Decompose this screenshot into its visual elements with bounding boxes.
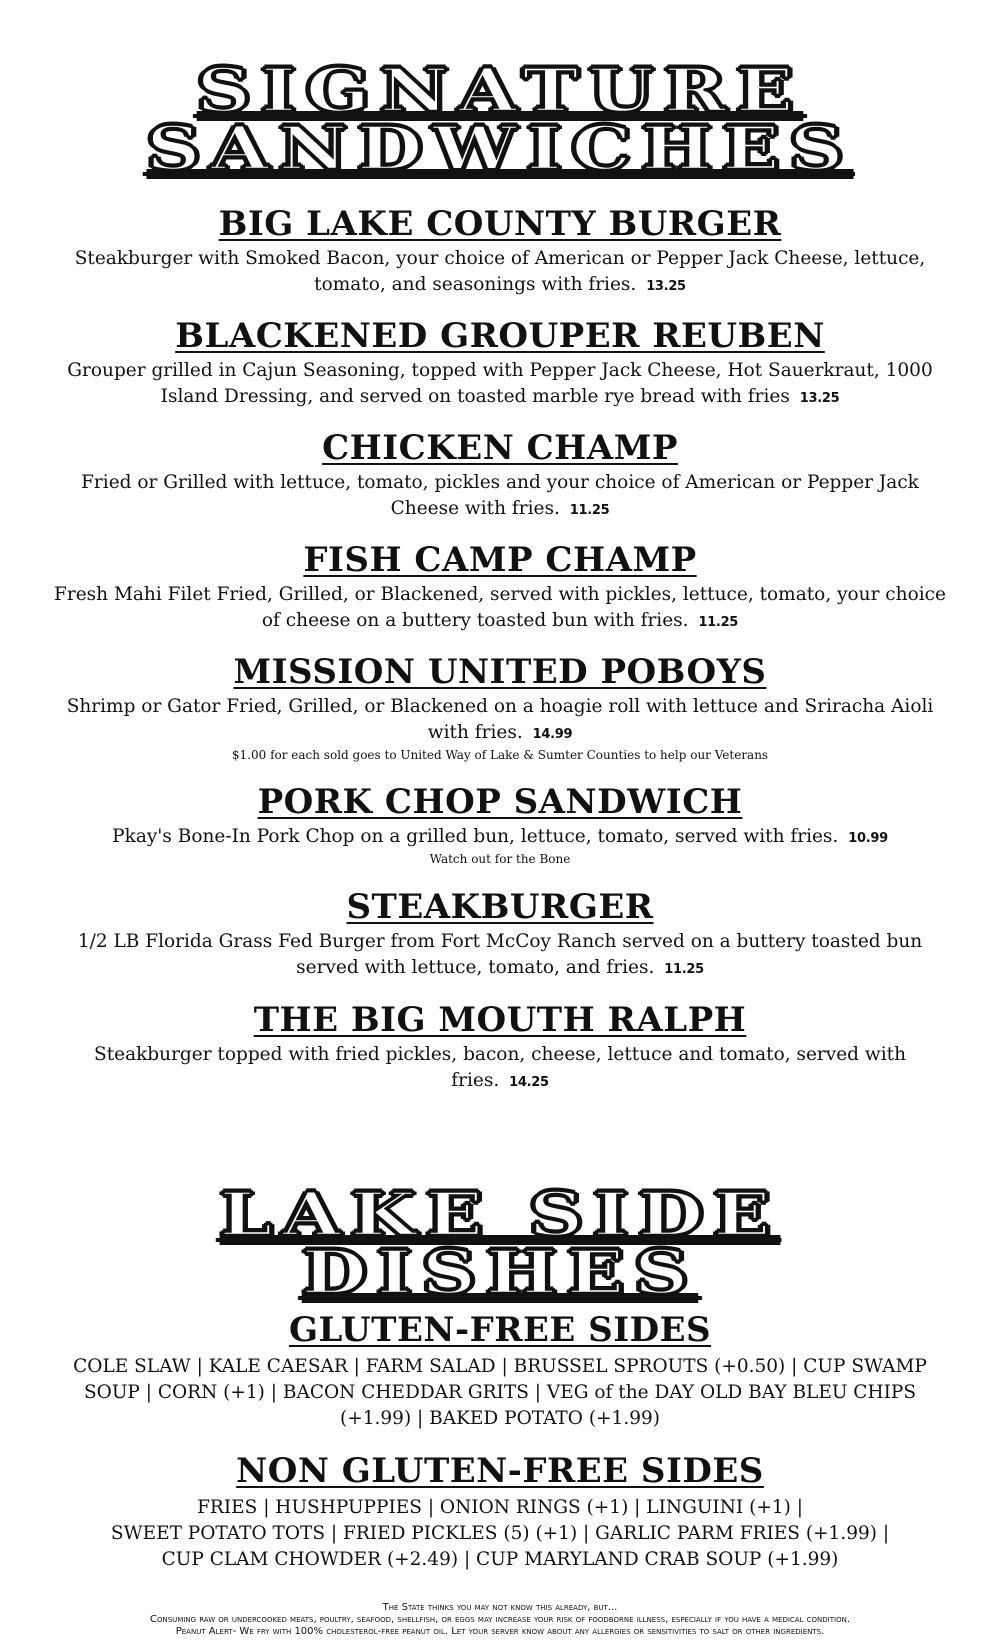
item-name: THE BIG MOUTH RALPH (253, 1000, 747, 1040)
item-description (14, 929, 986, 983)
item-price: 13.25 (799, 391, 840, 406)
non-gluten-free-heading: NON GLUTEN-FREE SIDES (236, 1451, 764, 1491)
legal-line1: The State thinks you may not know this already, but... (382, 1602, 618, 1613)
item-description (14, 246, 986, 300)
non-gluten-free-list (18, 1495, 982, 1573)
item-desc-line1: Fried or Grilled with lettuce, tomato, pickles and your choice of American or Pepper Jack (81, 472, 919, 493)
menu-item-mission-united-poboys (0, 652, 1000, 762)
item-price: 11.25 (664, 962, 704, 977)
item-desc-line2: Island Dressing, and served on toasted marble rye bread with fries (160, 386, 790, 407)
non-gluten-free-line3: CUP CLAM CHOWDER (+2.49) | CUP MARYLAND CRAB SOUP (+1.99) (161, 1549, 839, 1570)
item-name: FISH CAMP CHAMP (303, 540, 697, 580)
sandwiches-title (0, 56, 1000, 184)
item-desc-line1: Pkay's Bone-In Pork Chop on a grilled bun, lettuce, tomato, served with fries. (112, 826, 839, 847)
item-desc-line2: served with lettuce, tomato, and fries. (296, 957, 655, 978)
item-price: 11.25 (698, 615, 739, 630)
sides-title-line2: DISHES (301, 1238, 699, 1308)
gluten-free-line1: COLE SLAW | KALE CAESAR | FARM SALAD | BRUSSEL SPROUTS (+0.50) | CUP SWAMP (73, 1356, 927, 1377)
item-desc-line1: Shrimp or Gator Fried, Grilled, or Blackened on a hoagie roll with lettuce and Sriracha Aioli (66, 696, 934, 717)
item-description (14, 470, 986, 524)
sandwiches-title-line2: SANDWICHES (146, 114, 854, 184)
gluten-free-line3: (+1.99) | BAKED POTATO (+1.99) (340, 1408, 660, 1429)
item-description (14, 694, 986, 748)
non-gluten-free-line2: SWEET POTATO TOTS | FRIED PICKLES (5) (+1) | GARLIC PARM FRIES (+1.99) | (110, 1523, 890, 1544)
item-desc-line1: Grouper grilled in Cajun Seasoning, topped with Pepper Jack Cheese, Hot Sauerkraut, 1000 (67, 360, 933, 381)
item-name: MISSION UNITED POBOYS (233, 652, 767, 692)
item-desc-line1: Steakburger topped with fried pickles, bacon, cheese, lettuce and tomato, served with (94, 1044, 906, 1065)
item-note: Watch out for the Bone (429, 852, 571, 866)
item-desc-line1: Fresh Mahi Filet Fried, Grilled, or Blackened, served with pickles, lettuce, tomato, your choice (54, 584, 946, 605)
item-price: 14.99 (532, 727, 573, 742)
item-desc-line1: Steakburger with Smoked Bacon, your choice of American or Pepper Jack Cheese, lettuce, (74, 248, 926, 269)
item-price: 11.25 (569, 503, 610, 518)
item-desc-line2: of cheese on a buttery toasted bun with fries. (261, 610, 689, 631)
item-name: BLACKENED GROUPER REUBEN (175, 316, 825, 356)
gluten-free-heading: GLUTEN-FREE SIDES (288, 1310, 712, 1350)
menu-item-blackened-grouper-reuben (0, 316, 1000, 412)
item-name: CHICKEN CHAMP (322, 428, 678, 468)
non-gluten-free-sides (0, 1451, 1000, 1573)
item-price: 10.99 (848, 831, 888, 846)
item-name: STEAKBURGER (346, 887, 654, 927)
item-description (14, 824, 986, 852)
item-desc-line2: Cheese with fries. (390, 498, 560, 519)
gluten-free-list (18, 1354, 982, 1432)
menu-item-steakburger (0, 887, 1000, 983)
item-desc-line2: with fries. (427, 722, 523, 743)
menu-item-big-lake-county-burger (0, 204, 1000, 300)
item-price: 13.25 (646, 279, 686, 294)
item-desc-line2: tomato, and seasonings with fries. (314, 274, 637, 295)
legal-footer (0, 1602, 1000, 1638)
item-note: $1.00 for each sold goes to United Way of Lake & Sumter Counties to help our Veterans (231, 748, 769, 762)
item-name: BIG LAKE COUNTY BURGER (218, 204, 782, 244)
legal-line3: Peanut Alert- We fry with 100% cholesterol-free peanut oil. Let your server know about any allergies or sensitivities to salt or other ingredients. (175, 1626, 825, 1637)
sides-title-line1: LAKE SIDE (219, 1180, 781, 1250)
sides-title (0, 1180, 1000, 1308)
menu-item-pork-chop-sandwich (0, 782, 1000, 866)
menu-item-chicken-champ (0, 428, 1000, 524)
item-description (14, 1042, 986, 1096)
item-price: 14.25 (509, 1075, 549, 1090)
sandwiches-title-line1: SIGNATURE (196, 56, 804, 126)
gluten-free-sides (0, 1310, 1000, 1432)
menu-item-fish-camp-champ (0, 540, 1000, 636)
item-desc-line1: 1/2 LB Florida Grass Fed Burger from Fort McCoy Ranch served on a buttery toasted bun (77, 931, 923, 952)
item-description (14, 358, 986, 412)
legal-line2: Consuming raw or undercooked meats, poultry, seafood, shellfish, or eggs may increase your risk of foodborne illness, especially if you have a medical condition. (149, 1614, 851, 1625)
gluten-free-line2: SOUP | CORN (+1) | BACON CHEDDAR GRITS | VEG of the DAY OLD BAY BLEU CHIPS (83, 1382, 917, 1403)
menu-item-the-big-mouth-ralph (0, 1000, 1000, 1096)
item-desc-line2: fries. (451, 1070, 500, 1091)
item-description (14, 582, 986, 636)
non-gluten-free-line1: FRIES | HUSHPUPPIES | ONION RINGS (+1) | LINGUINI (+1) | (197, 1497, 803, 1518)
item-name: PORK CHOP SANDWICH (257, 782, 743, 822)
